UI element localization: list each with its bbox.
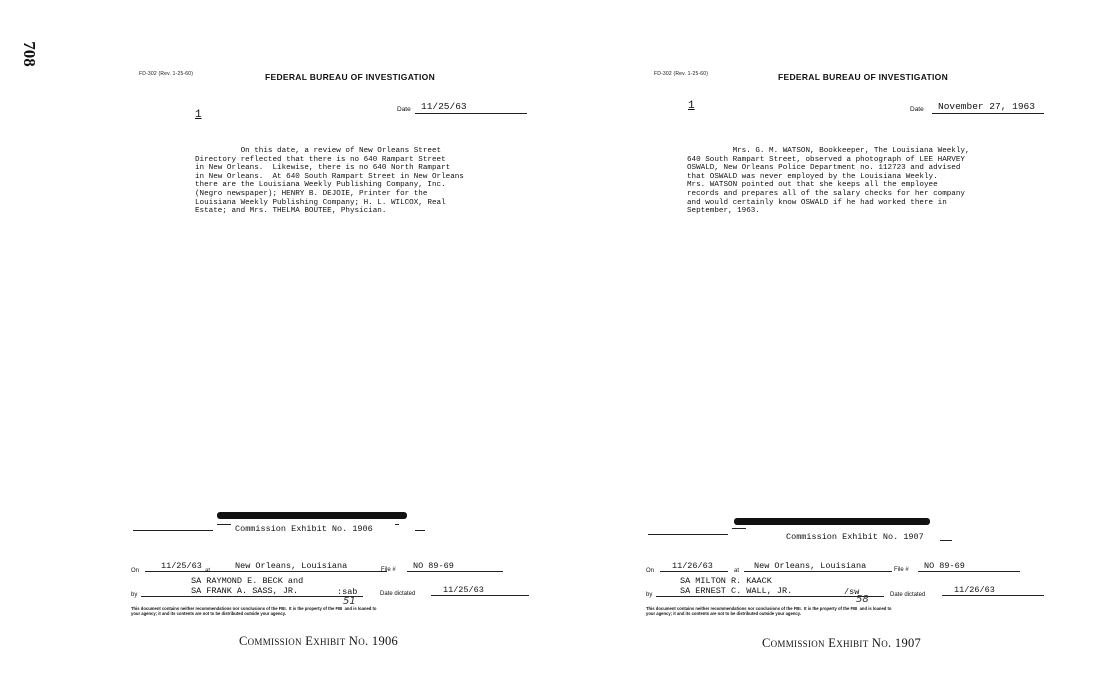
page-indicator: 1 [688, 100, 695, 112]
exhibit-label: Commission Exhibit No. 1907 [786, 532, 924, 542]
exhibit-caption-text: Commission Exhibit No. 1906 [239, 634, 399, 648]
location: New Orleans, Louisiana [217, 561, 387, 572]
divider-rule [648, 534, 728, 535]
on-label: On [646, 568, 655, 574]
by-label: by [646, 592, 653, 598]
file-label: File # [894, 567, 909, 573]
agency-header: FEDERAL BUREAU OF INVESTIGATION [778, 72, 949, 82]
date-label: Date [397, 106, 411, 113]
file-label: File # [381, 567, 396, 573]
report-date: 11/25/63 [415, 101, 527, 114]
agency-header: FEDERAL BUREAU OF INVESTIGATION [265, 72, 436, 82]
dictated-date: 11/25/63 [431, 585, 529, 596]
date-label: Date [910, 106, 924, 113]
divider-rule [133, 530, 213, 531]
dictated-label: Date dictated [380, 591, 416, 597]
disclaimer: This document contains neither recommendations nor conclusions of the FBI. It is the property of the FBI and is loaned to your agency; it and its contents are not to be distributed outside your agency. [131, 606, 377, 616]
typist-initials: /sw [844, 587, 860, 597]
location: New Orleans, Louisiana [744, 561, 892, 572]
divider-rule [732, 528, 746, 529]
typist-initials: :sab [337, 587, 358, 597]
disclaimer: This document contains neither recommendations nor conclusions of the FBI. It is the property of the FBI and is loaned to your agency; it and its contents are not to be distributed outside your agency. [646, 606, 892, 616]
by-label: by [131, 592, 138, 598]
divider-rule [415, 530, 425, 531]
page-indicator: 1 [195, 109, 202, 121]
report-date: November 27, 1963 [932, 101, 1044, 114]
fbi-report-right [640, 0, 1094, 691]
file-number: NO 89-69 [407, 561, 503, 572]
divider-rule [940, 540, 952, 541]
at-label: at [734, 568, 740, 574]
report-body: On this date, a review of New Orleans Street Directory reflected that there is no 640 Rampart Street in New Orleans. Likewise, there is no 640 North Rampart in New Orleans. At 640 South Rampart Street in New Orleans there are the Louisiana Weekly Publishing Company, Inc. (Negro newspaper); HENRY B. DEJOIE, Printer for the Louisiana Weekly Publishing Company; H. L. WILCOX, Real Estate; and Mrs. THELMA BOUTEE, Physician. [195, 147, 464, 216]
dictated-date: 11/26/63 [942, 585, 1044, 596]
form-number: FD-302 (Rev. 1-25-60) [139, 71, 194, 77]
pencil-annotation: 58 [856, 594, 869, 605]
on-label: On [131, 568, 140, 574]
on-date: 11/25/63 [145, 561, 217, 572]
exhibit-caption [762, 636, 921, 651]
agent-names: SA RAYMOND E. BECK and SA FRANK A. SASS, JR. [191, 576, 304, 596]
dictated-label: Date dictated [890, 592, 926, 598]
exhibit-label: Commission Exhibit No. 1906 [235, 524, 373, 534]
at-label: at [205, 568, 211, 574]
exhibit-caption [239, 634, 398, 649]
redaction-bar [217, 512, 407, 519]
form-number: FD-302 (Rev. 1-25-60) [654, 71, 709, 77]
fbi-report-left [125, 0, 585, 691]
page-number: 708 [20, 41, 39, 67]
redaction-bar [734, 518, 930, 525]
divider-rule [395, 524, 399, 525]
file-number: NO 89-69 [918, 561, 1020, 572]
on-date: 11/26/63 [660, 561, 728, 572]
exhibit-caption-text: Commission Exhibit No. 1907 [762, 636, 922, 650]
pencil-annotation: 51 [343, 596, 356, 607]
report-body: Mrs. G. M. WATSON, Bookkeeper, The Louisiana Weekly, 640 South Rampart Street, observed a photograph of LEE HARVEY OSWALD, New Orleans Police Department no. 112723 and advised that OSWALD was never employed by the Louisiana Weekly. Mrs. WATSON pointed out that she keeps all the employee records and prepares all of the salary checks for her company and would certainly know OSWALD if he had worked there in September, 1963. [687, 147, 970, 216]
divider-rule [141, 596, 363, 597]
agent-names: SA MILTON R. KAACK SA ERNEST C. WALL, JR. [680, 576, 793, 596]
divider-rule [217, 524, 231, 525]
